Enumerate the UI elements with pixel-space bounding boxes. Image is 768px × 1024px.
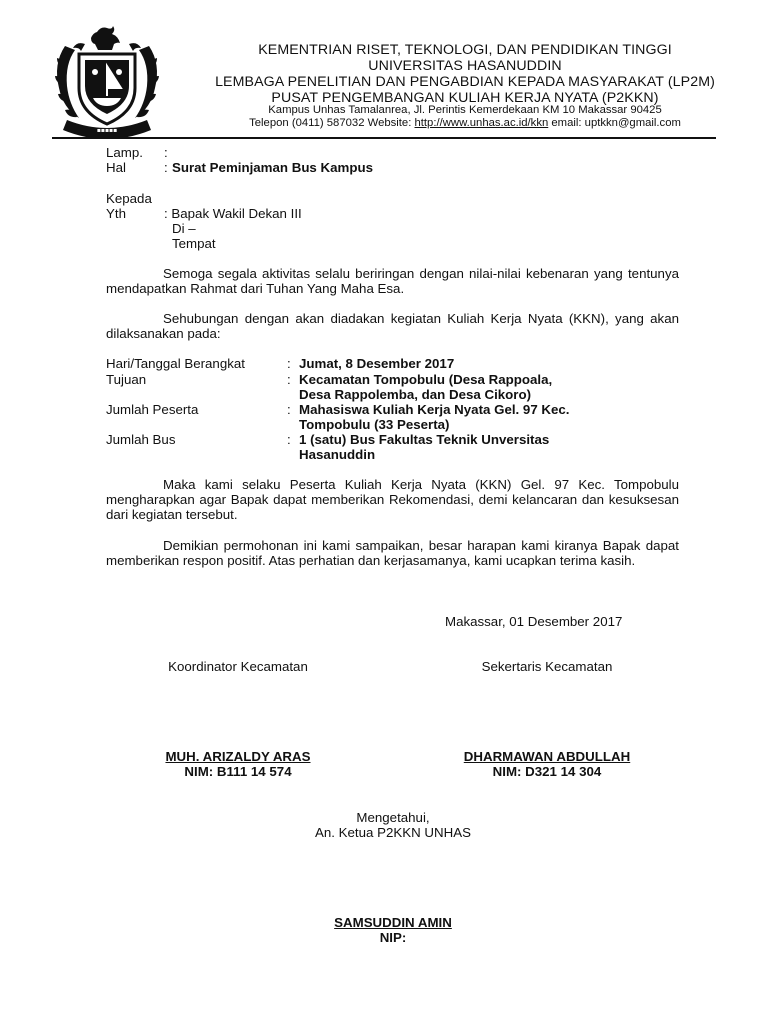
- detail-separator: :: [287, 402, 291, 417]
- tempat-label: Tempat: [172, 236, 216, 251]
- paragraph-opening: Semoga segala aktivitas selalu beriringan dengan nilai-nilai kebenaran yang tentunya mendapatkan Rahmat dari Tuhan Yang Maha Esa.: [106, 266, 679, 296]
- detail-value-destination: Kecamatan Tompobulu (Desa Rappoala,: [299, 372, 553, 387]
- detail-value-participants: Mahasiswa Kuliah Kerja Nyata Gel. 97 Kec.: [299, 402, 570, 417]
- letterhead-divider: [52, 137, 716, 139]
- detail-value-date: Jumat, 8 Desember 2017: [299, 356, 455, 371]
- letterhead-phone: Telepon (0411) 587032 Website:: [249, 117, 415, 129]
- right-signatory-name: DHARMAWAN ABDULLAH: [463, 749, 631, 764]
- detail-separator: :: [287, 372, 291, 387]
- letterhead-center: PUSAT PENGEMBANGAN KULIAH KERJA NYATA (P2KKN): [271, 90, 659, 106]
- letterhead-website-link[interactable]: http://www.unhas.ac.id/kkn: [414, 117, 549, 129]
- place-date: Makassar, 01 Desember 2017: [445, 614, 623, 629]
- detail-separator: :: [287, 432, 291, 447]
- lamp-label: Lamp.: [106, 145, 143, 160]
- kepada-label: Kepada: [106, 191, 152, 206]
- letterhead-address: Kampus Unhas Tamalanrea, Jl. Perintis Kemerdekaan KM 10 Makassar 90425: [268, 104, 662, 116]
- university-seal-icon: [47, 24, 167, 142]
- letterhead-institute: LEMBAGA PENELITIAN DAN PENGABDIAN KEPADA MASYARAKAT (LP2M): [215, 74, 715, 90]
- right-signatory-role: Sekertaris Kecamatan: [481, 659, 613, 674]
- letterhead-university: UNIVERSITAS HASANUDDIN: [368, 58, 562, 74]
- lamp-separator: :: [164, 145, 168, 160]
- detail-value-participants-line2: Tompobulu (33 Peserta): [299, 417, 450, 432]
- detail-value-destination-line2: Desa Rappolemba, dan Desa Cikoro): [299, 387, 532, 402]
- acknowledge-role: An. Ketua P2KKN UNHAS: [315, 825, 471, 840]
- di-label: Di –: [172, 221, 196, 236]
- paragraph-closing: Demikian permohonan ini kami sampaikan, besar harapan kami kiranya Bapak dapat memberikan respon positif. Atas perhatian dan kerjasamanya, kami ucapkan terima kasih.: [106, 538, 679, 568]
- left-signatory-nim: NIM: B111 14 574: [184, 764, 292, 779]
- hal-value: Surat Peminjaman Bus Kampus: [172, 160, 373, 175]
- hal-label: Hal: [106, 160, 126, 175]
- acknowledge-label: Mengetahui,: [356, 810, 430, 825]
- letterhead-ministry: KEMENTRIAN RISET, TEKNOLOGI, DAN PENDIDIKAN TINGGI: [258, 42, 672, 58]
- yth-value: : Bapak Wakil Dekan III: [164, 206, 302, 221]
- paragraph-intro: Sehubungan dengan akan diadakan kegiatan Kuliah Kerja Nyata (KKN), yang akan dilaksanakan pada:: [106, 311, 679, 341]
- detail-label-participants: Jumlah Peserta: [106, 402, 199, 417]
- head-signatory-nip: NIP:: [379, 930, 407, 945]
- letterhead-email: email: uptkkn@gmail.com: [548, 117, 681, 129]
- detail-value-bus: 1 (satu) Bus Fakultas Teknik Unversitas: [299, 432, 550, 447]
- head-signatory-name: SAMSUDDIN AMIN: [334, 915, 452, 930]
- yth-label: Yth: [106, 206, 126, 221]
- right-signatory-nim: NIM: D321 14 304: [492, 764, 602, 779]
- detail-label-destination: Tujuan: [106, 372, 147, 387]
- paragraph-request: Maka kami selaku Peserta Kuliah Kerja Nyata (KKN) Gel. 97 Kec. Tompobulu mengharapkan agar Bapak dapat memberikan Rekomendasi, demi kelancaran dan kesuksesan dari kegiatan tersebut.: [106, 477, 679, 522]
- svg-text:▪▪▪▪▪: ▪▪▪▪▪: [96, 127, 118, 134]
- detail-label-bus: Jumlah Bus: [106, 432, 176, 447]
- letterhead-contact: [165, 117, 765, 130]
- detail-label-date: Hari/Tanggal Berangkat: [106, 356, 245, 371]
- detail-separator: :: [287, 356, 291, 371]
- left-signatory-role: Koordinator Kecamatan: [168, 659, 308, 674]
- detail-value-bus-line2: Hasanuddin: [299, 447, 376, 462]
- hal-separator: :: [164, 160, 168, 175]
- left-signatory-name: MUH. ARIZALDY ARAS: [165, 749, 311, 764]
